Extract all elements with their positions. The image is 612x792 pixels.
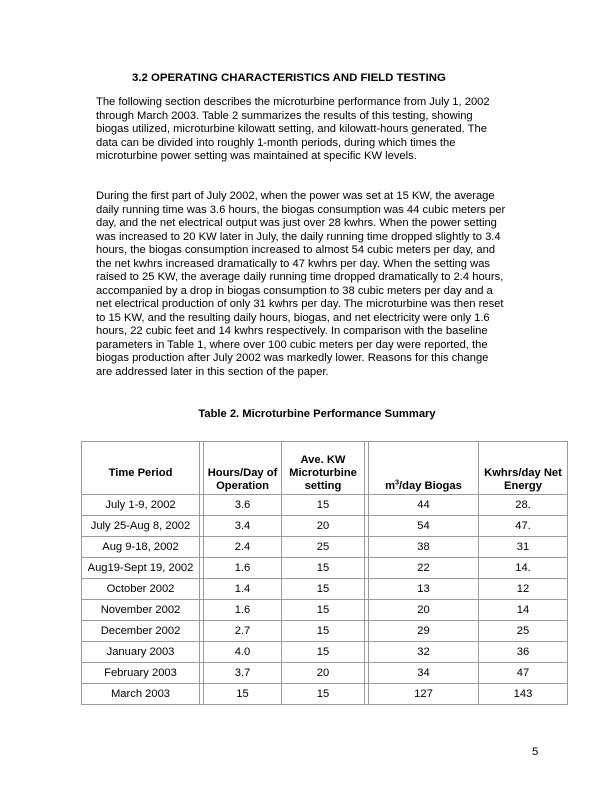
table-header-row bbox=[82, 442, 568, 495]
paragraph-line: parameters in Table 1, where over 100 cubic meters per day were reported, the bbox=[96, 338, 488, 351]
cell-kw: 15 bbox=[282, 579, 365, 600]
cell-kw: 20 bbox=[282, 516, 365, 537]
cell-hours: 3.7 bbox=[204, 663, 282, 684]
table-row bbox=[82, 663, 568, 684]
cell-kw: 15 bbox=[282, 621, 365, 642]
cell-energy: 47. bbox=[479, 516, 568, 537]
cell-energy: 28. bbox=[479, 495, 568, 516]
cell-energy: 12 bbox=[479, 579, 568, 600]
cell-hours: 4.0 bbox=[204, 642, 282, 663]
paragraph-line: to 15 KW, and the resulting daily hours, biogas, and net electricity were only 1.6 bbox=[96, 311, 490, 324]
cell-energy: 31 bbox=[479, 537, 568, 558]
cell-kw: 15 bbox=[282, 558, 365, 579]
cell-period: October 2002 bbox=[82, 579, 200, 600]
cell-period: July 25-Aug 8, 2002 bbox=[82, 516, 200, 537]
cell-energy: 14. bbox=[479, 558, 568, 579]
cell-hours: 15 bbox=[204, 684, 282, 705]
paragraph-line: was increased to 20 KW later in July, the daily running time dropped slightly to 3.4 bbox=[96, 230, 501, 243]
cell-biogas: 54 bbox=[369, 516, 479, 537]
cell-kw: 25 bbox=[282, 537, 365, 558]
cell-hours: 3.4 bbox=[204, 516, 282, 537]
paragraph-line: data can be divided into roughly 1-month periods, during which times the bbox=[96, 136, 456, 149]
paragraph-line: are addressed later in this section of the paper. bbox=[96, 365, 329, 378]
table-caption: Table 2. Microturbine Performance Summary bbox=[198, 408, 436, 420]
cell-energy: 143 bbox=[479, 684, 568, 705]
table-row bbox=[82, 579, 568, 600]
cell-kw: 20 bbox=[282, 663, 365, 684]
cell-kw: 15 bbox=[282, 642, 365, 663]
performance-table bbox=[81, 441, 568, 705]
cell-kw: 15 bbox=[282, 495, 365, 516]
cell-period: February 2003 bbox=[82, 663, 200, 684]
paragraph-line: During the first part of July 2002, when the power was set at 15 KW, the average bbox=[96, 190, 495, 202]
cell-biogas: 29 bbox=[369, 621, 479, 642]
table-row bbox=[82, 684, 568, 705]
cell-biogas: 44 bbox=[369, 495, 479, 516]
table-row bbox=[82, 495, 568, 516]
paragraph-intro bbox=[96, 96, 546, 164]
cell-hours: 1.6 bbox=[204, 600, 282, 621]
cell-period: December 2002 bbox=[82, 621, 200, 642]
section-heading: 3.2 OPERATING CHARACTERISTICS AND FIELD TESTING bbox=[132, 72, 446, 84]
paragraph-line: the net kwhrs increased dramatically to 47 kwhrs per day. When the setting was bbox=[96, 257, 491, 270]
cell-hours: 1.4 bbox=[204, 579, 282, 600]
paragraph-line: raised to 25 KW, the average daily running time dropped dramatically to 2.4 hours, bbox=[96, 271, 504, 283]
cell-energy: 36 bbox=[479, 642, 568, 663]
paragraph-line: net electrical production of only 31 kwhrs per day. The microturbine was then reset bbox=[96, 298, 504, 310]
cell-period: November 2002 bbox=[82, 600, 200, 621]
paragraph-line: biogas utilized, microturbine kilowatt setting, and kilowatt-hours generated. The bbox=[96, 123, 487, 135]
cell-hours: 1.6 bbox=[204, 558, 282, 579]
table-row bbox=[82, 621, 568, 642]
paragraph-line: The following section describes the microturbine performance from July 1, 2002 bbox=[96, 96, 490, 108]
table-row bbox=[82, 558, 568, 579]
table-row bbox=[82, 516, 568, 537]
paragraph-line: microturbine power setting was maintained at specific KW levels. bbox=[96, 150, 417, 162]
cell-biogas: 32 bbox=[369, 642, 479, 663]
header-hours-per-day: Hours/Day of Operation bbox=[204, 442, 282, 495]
paragraph-line: accompanied by a drop in biogas consumption to 38 cubic meters per day and a bbox=[96, 284, 493, 297]
paragraph-line: biogas production after July 2002 was markedly lower. Reasons for this change bbox=[96, 352, 489, 364]
cell-hours: 3.6 bbox=[204, 495, 282, 516]
cell-kw: 15 bbox=[282, 684, 365, 705]
table-row bbox=[82, 537, 568, 558]
cell-kw: 15 bbox=[282, 600, 365, 621]
cell-energy: 14 bbox=[479, 600, 568, 621]
cell-period: Aug19-Sept 19, 2002 bbox=[82, 558, 200, 579]
cell-period: March 2003 bbox=[82, 684, 200, 705]
paragraph-line: day, and the net electrical output was just over 28 kwhrs. When the power setting bbox=[96, 217, 497, 229]
cell-biogas: 38 bbox=[369, 537, 479, 558]
paragraph-line: hours, 22 cubic feet and 14 kwhrs respectively. In comparison with the baseline bbox=[96, 325, 488, 337]
cell-biogas: 34 bbox=[369, 663, 479, 684]
cell-period: January 2003 bbox=[82, 642, 200, 663]
cell-hours: 2.4 bbox=[204, 537, 282, 558]
cell-biogas: 13 bbox=[369, 579, 479, 600]
paragraph-results bbox=[96, 190, 546, 379]
cell-period: July 1-9, 2002 bbox=[82, 495, 200, 516]
paragraph-line: daily running time was 3.6 hours, the biogas consumption was 44 cubic meters per bbox=[96, 203, 506, 216]
paragraph-line: through March 2003. Table 2 summarizes the results of this testing, showing bbox=[96, 109, 473, 122]
header-net-energy: Kwhrs/day Net Energy bbox=[479, 442, 568, 495]
table-row bbox=[82, 642, 568, 663]
cell-energy: 47 bbox=[479, 663, 568, 684]
cell-biogas: 22 bbox=[369, 558, 479, 579]
paragraph-line: hours, the biogas consumption increased to almost 54 cubic meters per day, and bbox=[96, 244, 496, 256]
cell-biogas: 20 bbox=[369, 600, 479, 621]
page-number: 5 bbox=[532, 746, 539, 758]
header-kw-setting: Ave. KW Microturbine setting bbox=[282, 442, 365, 495]
header-time-period: Time Period bbox=[82, 442, 200, 495]
header-biogas: $m^3$/day Biogas bbox=[369, 442, 479, 495]
cell-hours: 2.7 bbox=[204, 621, 282, 642]
table-row bbox=[82, 600, 568, 621]
cell-period: Aug 9-18, 2002 bbox=[82, 537, 200, 558]
cell-energy: 25 bbox=[479, 621, 568, 642]
cell-biogas: 127 bbox=[369, 684, 479, 705]
